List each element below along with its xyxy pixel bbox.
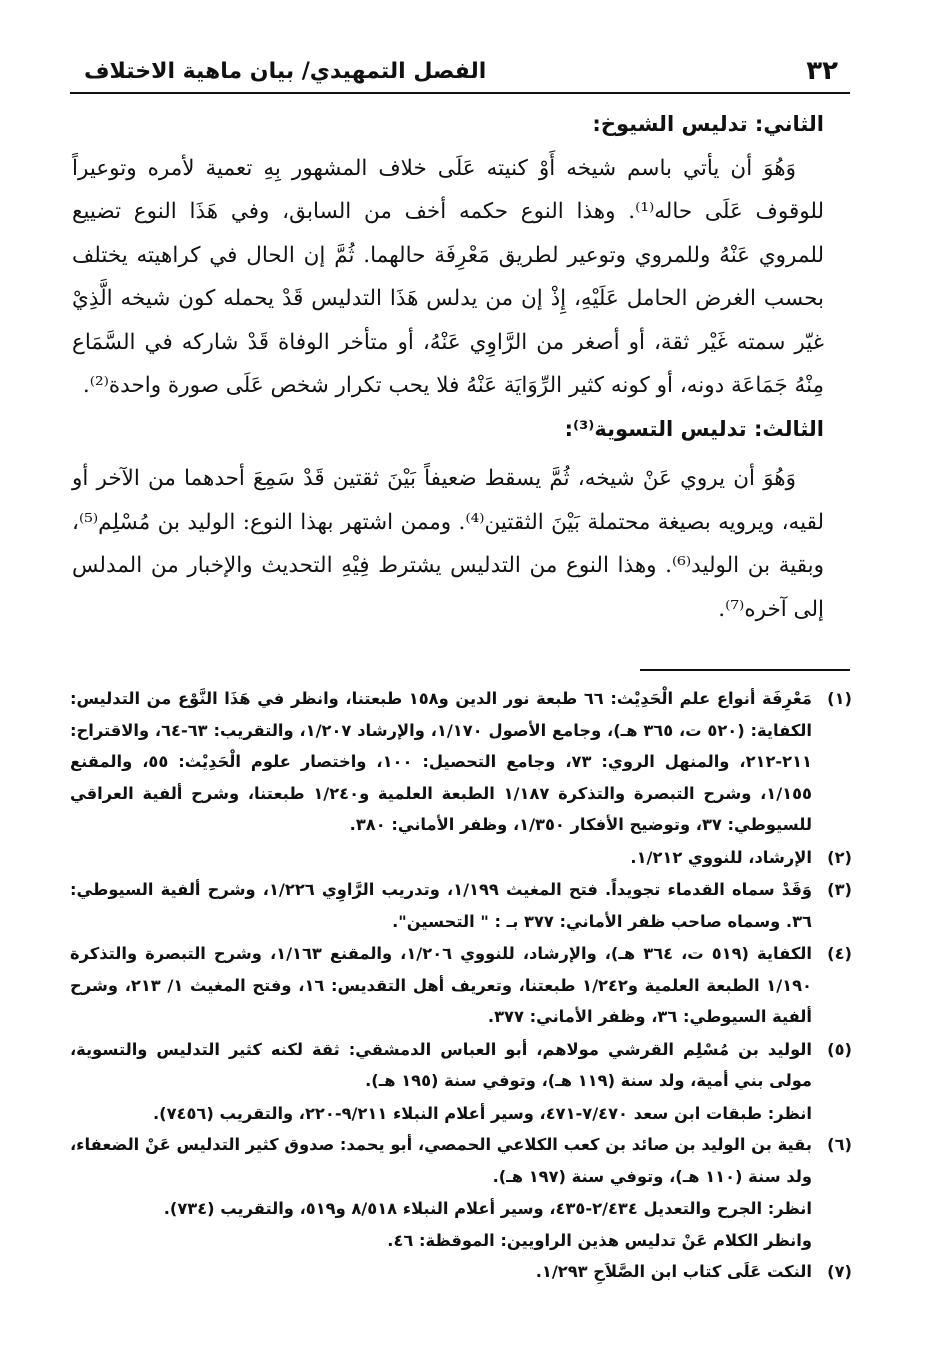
main-text bbox=[72, 103, 824, 631]
footnote-text: الوليد بن مُسْلِم القرشي مولاهم، أبو العباس الدمشقي: ثقة لكنه كثير التدليس والتسوية، مولى بني أمية، ولد سنة (١١٩ هـ)، وتوفي سنة (١٩٥ هـ). bbox=[70, 1039, 812, 1090]
section-heading-third: الثالث: تدليس التسوية⁽³⁾: bbox=[564, 416, 824, 441]
footnote-divider bbox=[640, 669, 850, 671]
footnote-text: مَعْرِفَة أنواع علم الْحَدِيْث: ٦٦ طبعة نور الدين و١٥٨ طبعتنا، وانظر في هَذَا النَّوْع من التدليس: الكفاية: (٥٢٠ ت، ٣٦٥ هـ)، وجامع الأصول ١/١٧٠، والإرشاد ١/٢٠٧، والتقريب: ٦٣-٦٤، والاقتراح: ٢١١-٢١٢، والمنهل الروي: ٧٣، وجامع التحصيل: ١٠٠، واختصار علوم الْحَدِيْث: ٥٥، والمقنع ١/١٥٥، وشرح التبصرة والتذكرة ١/١٨٧ الطبعة العلمية و١/٢٤٠ طبعتنا، وشرح ألفية العراقي للسيوطي: ٣٧، وتوضيح الأفكار ١/٣٥٠، وظفر الأماني: ٣٨٠. bbox=[70, 689, 812, 834]
footnote-5-references: انظر: طبقات ابن سعد ٧/٤٧٠-٤٧١، وسير أعلام النبلاء ٩/٢١١-٢٢٠، والتقريب (٧٤٥٦). bbox=[152, 1103, 812, 1123]
footnote-number: (١) bbox=[827, 689, 852, 708]
footnote-6-references: انظر: الجرح والتعديل ٢/٤٣٤-٤٣٥، وسير أعلام النبلاء ٨/٥١٨ و٥١٩، والتقريب (٧٣٤). bbox=[163, 1199, 812, 1218]
footnote-text: بقية بن الوليد بن صائد بن كعب الكلاعي الحمصي، أبو يحمد: صدوق كثير التدليس عَنْ الضعفاء، ولد سنة (١١٠ هـ)، وتوفي سنة (١٩٧ هـ). bbox=[70, 1135, 812, 1186]
footnote-2 bbox=[70, 842, 852, 874]
running-title: الفصل التمهيدي/ بيان ماهية الاختلاف bbox=[84, 58, 487, 84]
section-heading-second: الثاني: تدليس الشيوخ: bbox=[592, 112, 824, 136]
paragraph-third: وَهُوَ أن يروي عَنْ شيخه، ثُمَّ يسقط ضعيفاً بَيْنَ ثقتين قَدْ سَمِعَ أحدهما من الآخر أو لقيه، ويرويه بصيغة محتملة بَيْنَ الثقتين⁽⁴⁾. وممن اشتهر بهذا النوع: الوليد بن مُسْلِم⁽⁵⁾، وبقية بن الوليد⁽⁶⁾. وهذا النوع من التدليس يشترط فِيْهِ التحديث والإخبار من المدلس إلى آخره⁽⁷⁾. bbox=[72, 466, 824, 622]
footnote-7 bbox=[70, 1256, 852, 1288]
footnote-number: (٥) bbox=[827, 1039, 852, 1059]
footnotes bbox=[70, 683, 852, 1289]
footnote-text: الإرشاد، للنووي ١/٢١٢. bbox=[630, 847, 812, 867]
footnote-1 bbox=[70, 683, 852, 841]
footnote-text: النكت عَلَى كتاب ابن الصَّلاَحِ ١/٢٩٣. bbox=[535, 1262, 812, 1281]
footnote-number: (٦) bbox=[827, 1135, 852, 1154]
footnote-text: الكفاية (٥١٩ ت، ٣٦٤ هـ)، والإرشاد، للنووي ١/٢٠٦، والمقنع ١/١٦٣، وشرح التبصرة والتذكرة ١/١٩٠ الطبعة العلمية و١/٢٤٢ طبعتنا، وتعريف أهل التقديس: ١٦، وفتح المغيث ١/ ٢١٣، وشرح ألفية السيوطي: ٣٦، وظفر الأماني: ٣٧٧. bbox=[70, 944, 812, 1026]
footnote-text: وَقَدْ سماه القدماء تجويداً. فتح المغيث ١/١٩٩، وتدريب الرَّاوِي ١/٢٢٦، وشرح ألفية السيوطي: ٣٦. وسماه صاحب ظفر الأماني: ٣٧٧ بـ : " التحسين". bbox=[70, 880, 812, 931]
footnote-number: (٣) bbox=[827, 880, 852, 899]
page-number: ٣٢ bbox=[806, 56, 838, 86]
footnote-4 bbox=[70, 938, 852, 1033]
footnote-6-see-also: وانظر الكلام عَنْ تدليس هذين الراويين: الموقظة: ٤٦. bbox=[387, 1230, 812, 1250]
footnote-number: (٤) bbox=[827, 944, 852, 963]
footnote-3 bbox=[70, 874, 852, 937]
paragraph-second: وَهُوَ أن يأتي باسم شيخه أَوْ كنيته عَلَى خلاف المشهور بِهِ تعمية لأمره وتوعيراً للوقوف عَلَى حاله⁽¹⁾. وهذا النوع حكمه أخف من السابق، وفي هَذَا النوع تضييع للمروي عَنْهُ وللمروي وتوعير لطريق مَعْرِفَة حالهما. ثُمَّ إن الحال في كراهيته يختلف بحسب الغرض الحامل عَلَيْهِ، إِذْ إن من يدلس هَذَا التدليس قَدْ يحمله كون شيخه الَّذِيْ غيّر سمته غَيْر ثقة، أو أصغر من الرَّاوِي عَنْهُ، أو متأخر الوفاة قَدْ شاركه في السَّمَاع مِنْهُ جَمَاعَة دونه، أو كونه كثير الرِّوَايَة عَنْهُ فلا يحب تكرار شخص عَلَى صورة واحدة⁽²⁾. bbox=[72, 155, 824, 398]
footnote-6 bbox=[70, 1129, 852, 1192]
footnote-number: (٢) bbox=[827, 847, 852, 867]
footnote-5 bbox=[70, 1034, 852, 1097]
footnote-number: (٧) bbox=[827, 1262, 852, 1281]
page-header bbox=[70, 50, 850, 94]
